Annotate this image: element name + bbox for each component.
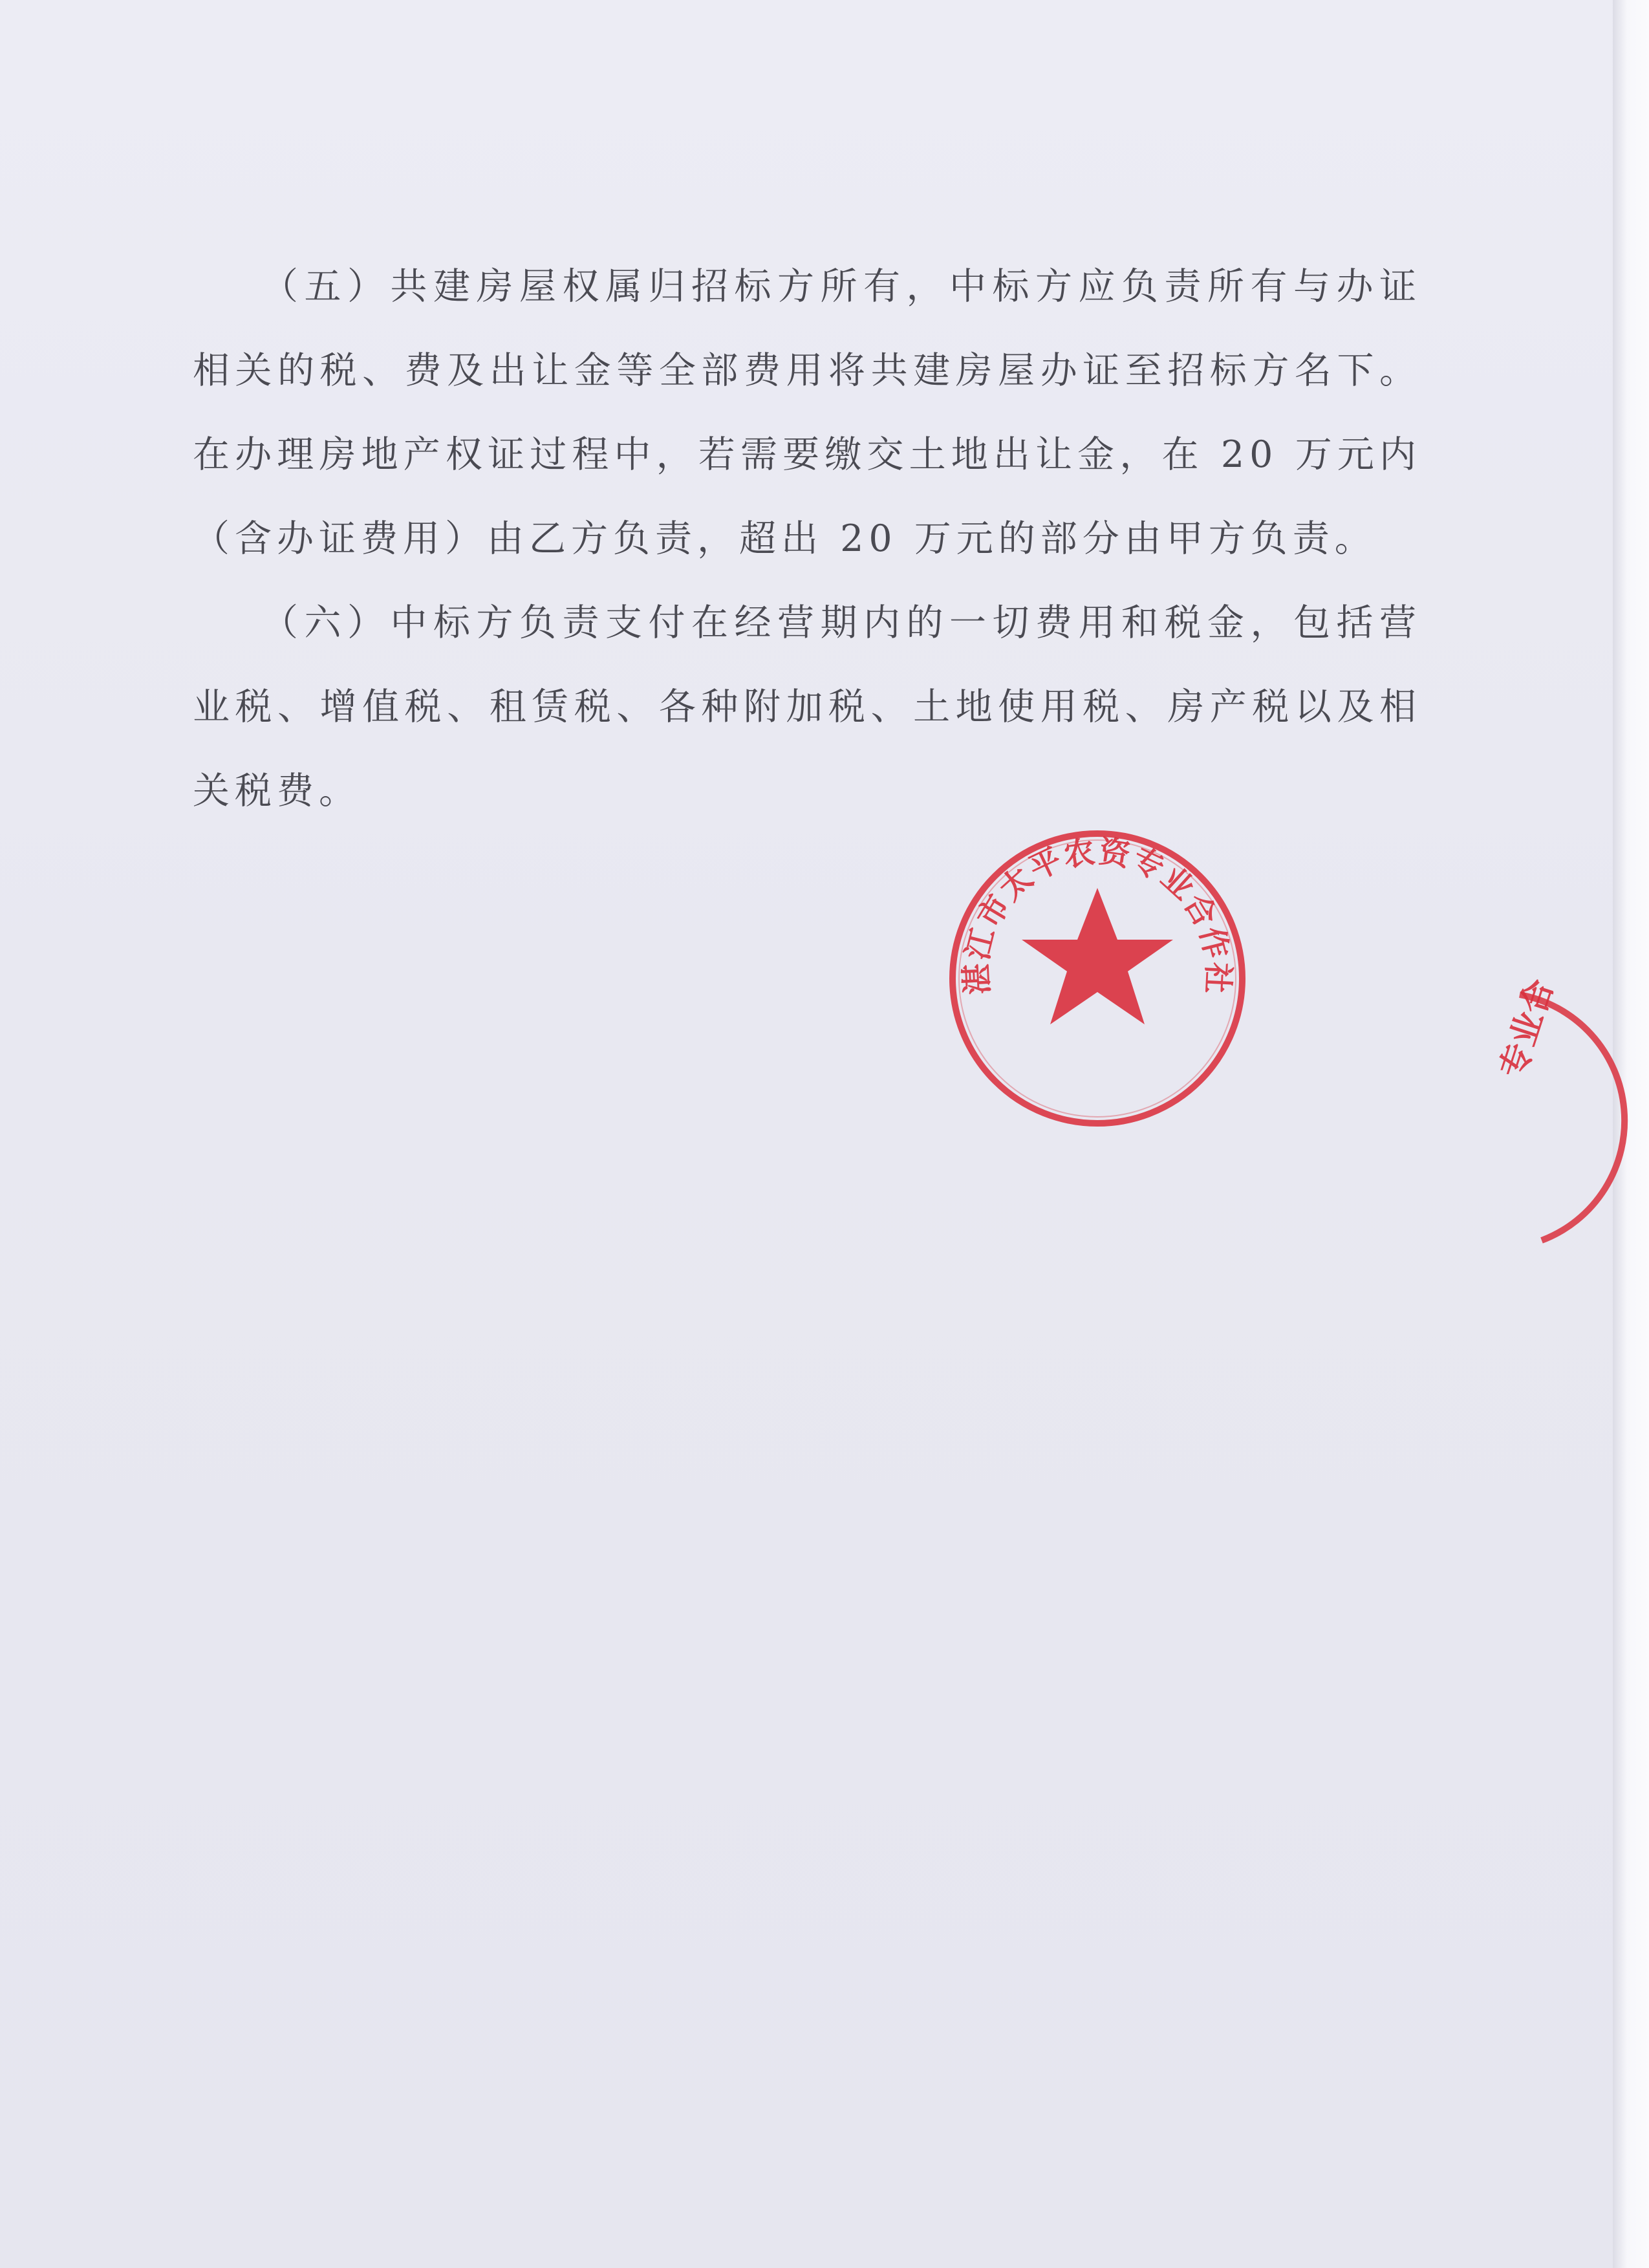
official-seal — [945, 826, 1249, 1130]
paragraph-6: （六）中标方负责支付在经营期内的一切费用和税金，包括营业税、增值税、租赁税、各种附加税、土地使用税、房产税以及相关税费。 — [193, 601, 1421, 812]
document-body — [193, 244, 1421, 833]
seal-fragment-text: 专业合 — [1493, 974, 1562, 1083]
page-edge — [1613, 0, 1649, 2268]
paragraph-5: （五）共建房屋权属归招标方所有，中标方应负责所有与办证相关的税、费及出让金等全部费用将共建房屋办证至招标方名下。在办理房地产权证过程中，若需要缴交土地出让金，在 20 万元内（含办证费用）由乙方负责，超出 20 万元的部分由甲方负责。 — [193, 265, 1421, 560]
partial-seal-fragment — [1493, 974, 1617, 1255]
seal-text-path: 湛江市太平农资专业合作社 — [958, 833, 1236, 996]
